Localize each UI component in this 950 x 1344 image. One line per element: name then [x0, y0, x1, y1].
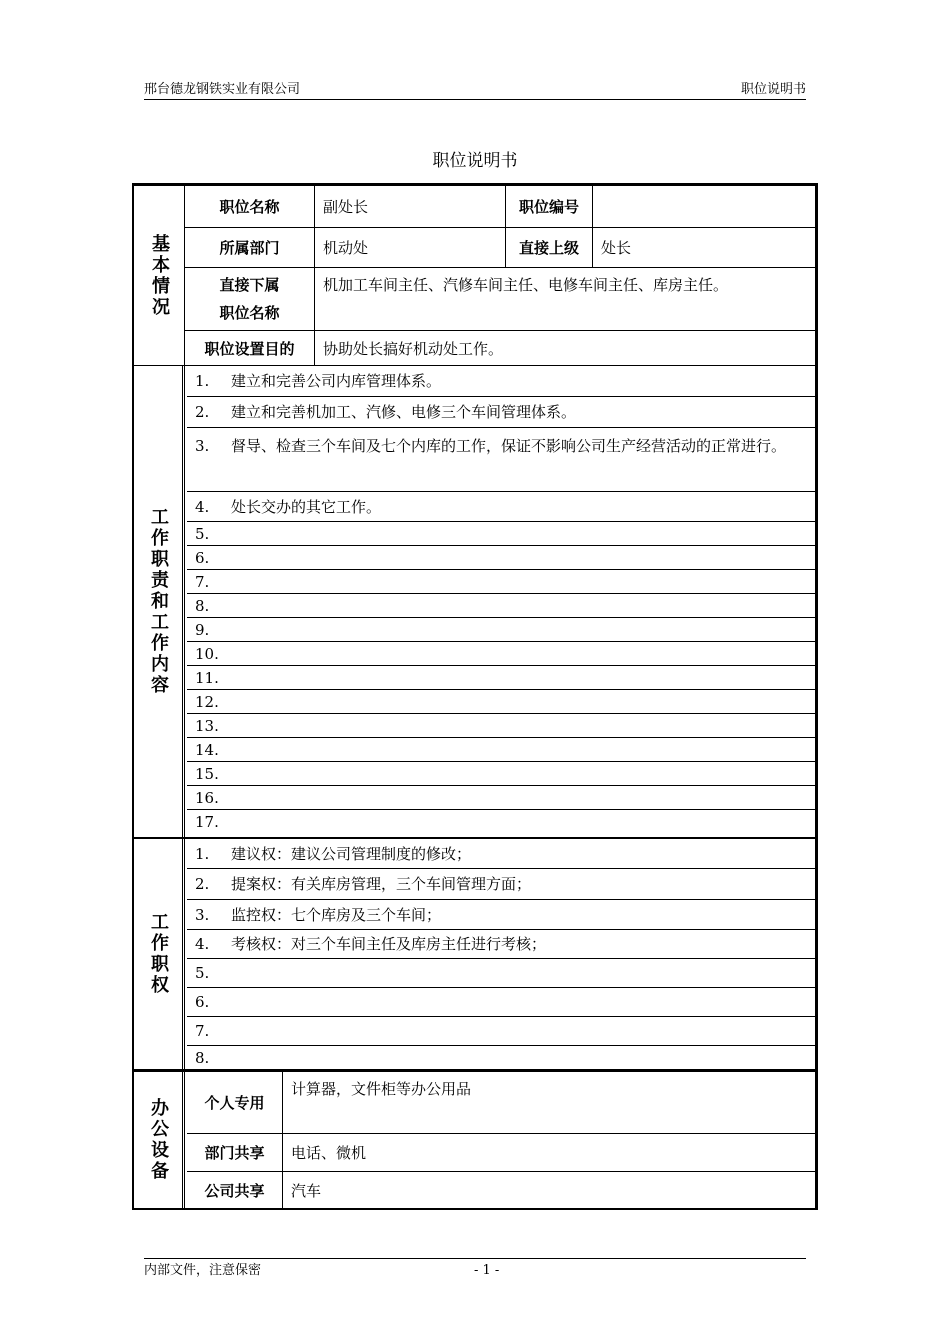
duties-section — [132, 366, 818, 838]
power-item-text: 考核权：对三个车间主任及库房主任进行考核； — [231, 935, 547, 953]
duty-item-number: 5. — [195, 524, 210, 543]
subordinates-label — [185, 268, 315, 331]
subordinates-value: 机加工车间主任、汽修车间主任、电修车间主任、库房主任。 — [315, 268, 815, 331]
duty-item — [187, 666, 815, 690]
superior-value: 处长 — [593, 228, 815, 268]
position-name-label: 职位名称 — [185, 186, 315, 228]
duty-item — [187, 570, 815, 594]
power-item-number: 2. — [195, 875, 210, 893]
power-item-number: 8. — [195, 1049, 210, 1067]
power-item-number: 3. — [195, 905, 210, 924]
duty-item-number: 14. — [195, 740, 219, 759]
powers-section — [132, 838, 818, 1070]
dept-equipment-value: 电话、微机 — [283, 1134, 815, 1172]
duty-item-text: 建立和完善公司内库管理体系。 — [231, 372, 442, 390]
equipment-label: 办公设备 — [134, 1072, 185, 1208]
position-code-label: 职位编号 — [506, 186, 593, 228]
power-item-number: 6. — [195, 993, 210, 1011]
power-item-text: 提案权：有关库房管理，三个车间管理方面； — [231, 875, 532, 893]
duty-item-number: 8. — [195, 596, 210, 615]
power-item-number: 4. — [195, 935, 210, 953]
department-value: 机动处 — [315, 228, 506, 268]
duty-item-text: 督导、检查三个车间及七个内库的工作，保证不影响公司生产经营活动的正常进行。 — [231, 437, 787, 455]
purpose-label: 职位设置目的 — [185, 331, 315, 366]
purpose-value: 协助处长搞好机动处工作。 — [323, 340, 504, 358]
duty-item — [187, 738, 815, 762]
power-item-text: 监控权：七个库房及三个车间； — [231, 905, 442, 924]
page-footer — [144, 1258, 806, 1278]
duty-item-number: 11. — [195, 668, 219, 687]
duty-item — [187, 546, 815, 570]
duty-item-number: 17. — [195, 813, 219, 831]
duties-label: 工作职责和工作内容 — [134, 366, 185, 837]
duty-item — [187, 366, 815, 397]
duty-item — [187, 397, 815, 428]
duty-item — [187, 522, 815, 546]
department-label: 所属部门 — [185, 228, 315, 268]
duty-item — [187, 810, 815, 834]
header-doc-type: 职位说明书 — [740, 82, 806, 97]
duty-item-number: 1. — [195, 372, 210, 390]
duty-item — [187, 428, 815, 492]
power-item — [187, 839, 815, 869]
duty-item-number: 3. — [195, 437, 210, 455]
power-item-text: 建议权：建议公司管理制度的修改； — [231, 844, 472, 863]
duty-item — [187, 594, 815, 618]
duty-item — [187, 690, 815, 714]
duty-item — [187, 618, 815, 642]
duty-item-number: 10. — [195, 644, 219, 663]
power-item-number: 5. — [195, 964, 210, 982]
duty-item-number: 15. — [195, 764, 219, 783]
duty-item — [187, 786, 815, 810]
subordinates-label-line1: 直接下属 — [219, 276, 280, 294]
position-name-value: 副处长 — [315, 186, 506, 228]
duty-item — [187, 492, 815, 522]
subordinates-label-line2: 职位名称 — [219, 304, 280, 322]
company-name: 邢台德龙钢铁实业有限公司 — [144, 82, 301, 97]
power-item-number: 7. — [195, 1022, 210, 1040]
power-item — [187, 1017, 815, 1046]
power-item-number: 1. — [195, 844, 210, 863]
power-item — [187, 959, 815, 988]
duty-item — [187, 762, 815, 786]
duty-item-number: 6. — [195, 548, 210, 567]
duty-item-number: 12. — [195, 692, 219, 711]
power-item — [187, 869, 815, 900]
duty-item — [187, 642, 815, 666]
powers-label: 工作职权 — [134, 839, 185, 1069]
dept-equipment-label: 部门共享 — [187, 1134, 283, 1172]
equipment-section — [132, 1070, 818, 1210]
duty-item-text: 处长交办的其它工作。 — [231, 497, 382, 516]
power-item — [187, 930, 815, 959]
personal-equipment-label: 个人专用 — [187, 1072, 283, 1134]
duty-item-content — [195, 431, 786, 461]
document-title: 职位说明书 — [432, 151, 518, 171]
personal-equipment-value: 计算器，文件柜等办公用品 — [283, 1072, 815, 1134]
duty-item-text: 建立和完善机加工、汽修、电修三个车间管理体系。 — [231, 403, 577, 421]
basic-info-section — [132, 183, 818, 366]
duty-item-number: 13. — [195, 716, 219, 735]
duty-item — [187, 714, 815, 738]
power-item — [187, 1046, 815, 1070]
company-equipment-value: 汽车 — [291, 1181, 322, 1200]
page-header — [144, 81, 806, 100]
position-code-value — [593, 186, 815, 228]
page-number: - 1 - — [474, 1263, 500, 1278]
duty-item-number: 2. — [195, 403, 210, 421]
power-item — [187, 988, 815, 1017]
duty-item-number: 16. — [195, 788, 219, 807]
confidential-note: 内部文件，注意保密 — [144, 1263, 262, 1278]
duty-item-number: 9. — [195, 620, 210, 639]
duty-item-number: 7. — [195, 572, 210, 591]
basic-info-label: 基本情况 — [134, 186, 185, 365]
power-item — [187, 900, 815, 930]
superior-label: 直接上级 — [506, 228, 593, 268]
duty-item-number: 4. — [195, 497, 210, 516]
company-equipment-label: 公司共享 — [187, 1172, 283, 1208]
